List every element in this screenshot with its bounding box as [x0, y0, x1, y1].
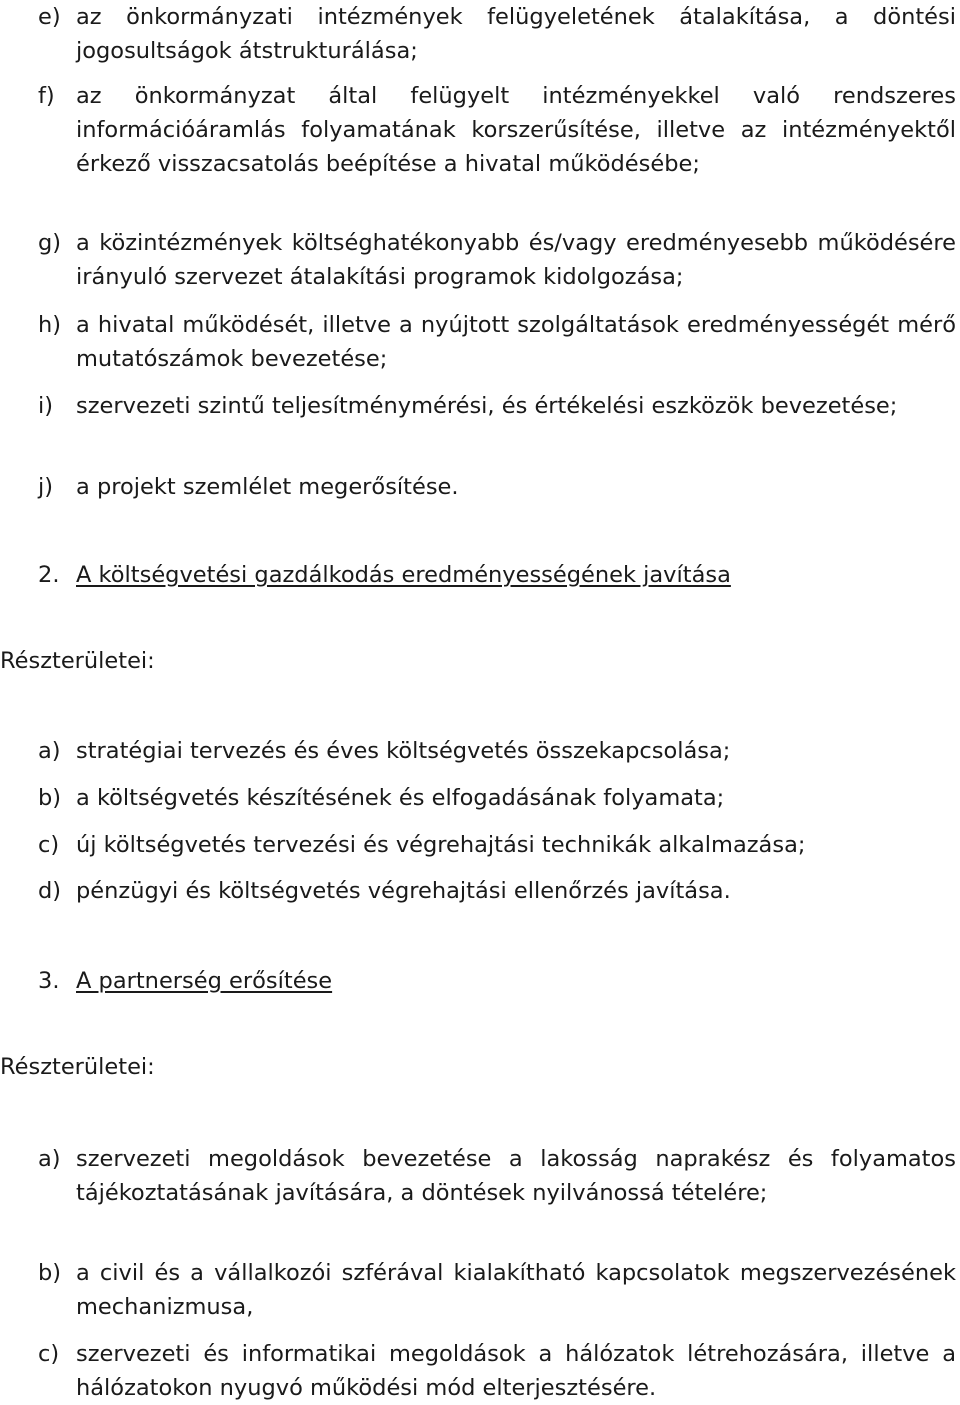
item-text: a hivatal működését, illetve a nyújtott szolgáltatások eredményességét mérő mutatószámok bevezetése; — [76, 312, 956, 372]
item-label: c) — [38, 1341, 60, 1367]
item-text: szervezeti és informatikai megoldások a hálózatok létrehozására, illetve a hálózatokon nyugvó működési mód elterjesztésére. — [76, 1341, 956, 1401]
item-text: szervezeti szintű teljesítménymérési, és értékelési eszközök bevezetése; — [76, 393, 898, 419]
list-item-c — [38, 1337, 956, 1405]
item-label: c) — [38, 832, 60, 858]
item-text: új költségvetés tervezési és végrehajtási technikák alkalmazása; — [76, 832, 806, 858]
item-text: stratégiai tervezés és éves költségvetés összekapcsolása; — [76, 738, 731, 764]
section-number: 3. — [38, 968, 60, 994]
item-text: a közintézmények költséghatékonyabb és/vagy eredményesebb működésére irányuló szervezet átalakítási programok kidolgozása; — [76, 230, 956, 290]
item-label: a) — [38, 1146, 61, 1172]
item-text: a költségvetés készítésének és elfogadásának folyamata; — [76, 785, 725, 811]
item-text: szervezeti megoldások bevezetése a lakosság naprakész és folyamatos tájékoztatásának javítására, a döntések nyilvánossá tételére; — [76, 1146, 956, 1206]
list-item-g — [38, 226, 956, 294]
list-item-a — [38, 1142, 956, 1210]
list-item-a — [38, 734, 956, 768]
section-number: 2. — [38, 562, 60, 588]
item-text: az önkormányzat által felügyelt intézményekkel való rendszeres információáramlás folyamatának korszerűsítése, illetve az intézményektől érkező visszacsatolás beépítése a hivatal működésébe; — [76, 83, 956, 177]
item-text: a civil és a vállalkozói szférával kialakítható kapcsolatok megszervezésének mechanizmusa, — [76, 1260, 956, 1320]
list-item-i — [38, 389, 956, 423]
section-title: A partnerség erősítése — [76, 968, 333, 994]
item-label: d) — [38, 878, 62, 904]
item-text: az önkormányzati intézmények felügyeletének átalakítása, a döntési jogosultságok átstrukturálása; — [76, 4, 956, 64]
item-label: e) — [38, 4, 61, 30]
item-label: h) — [38, 312, 62, 338]
list-item-e — [38, 0, 956, 68]
list-item-c — [38, 828, 956, 862]
item-label: j) — [38, 474, 54, 500]
list-item-h — [38, 308, 956, 376]
list-item-j — [38, 470, 956, 504]
item-label: f) — [38, 83, 55, 109]
subheading-reszteruletei: Részterületei: — [0, 648, 155, 674]
section-heading-3 — [38, 964, 332, 998]
list-item-d — [38, 874, 956, 908]
item-text: a projekt szemlélet megerősítése. — [76, 474, 459, 500]
item-label: a) — [38, 738, 61, 764]
item-text: pénzügyi és költségvetés végrehajtási ellenőrzés javítása. — [76, 878, 731, 904]
item-label: i) — [38, 393, 54, 419]
item-label: b) — [38, 1260, 62, 1286]
subheading-reszteruletei: Részterületei: — [0, 1054, 155, 1080]
list-item-b — [38, 781, 956, 815]
section-title: A költségvetési gazdálkodás eredményességének javítása — [76, 562, 731, 588]
item-label: b) — [38, 785, 62, 811]
list-item-f — [38, 79, 956, 181]
list-item-b — [38, 1256, 956, 1324]
item-label: g) — [38, 230, 62, 256]
section-heading-2 — [38, 558, 731, 592]
